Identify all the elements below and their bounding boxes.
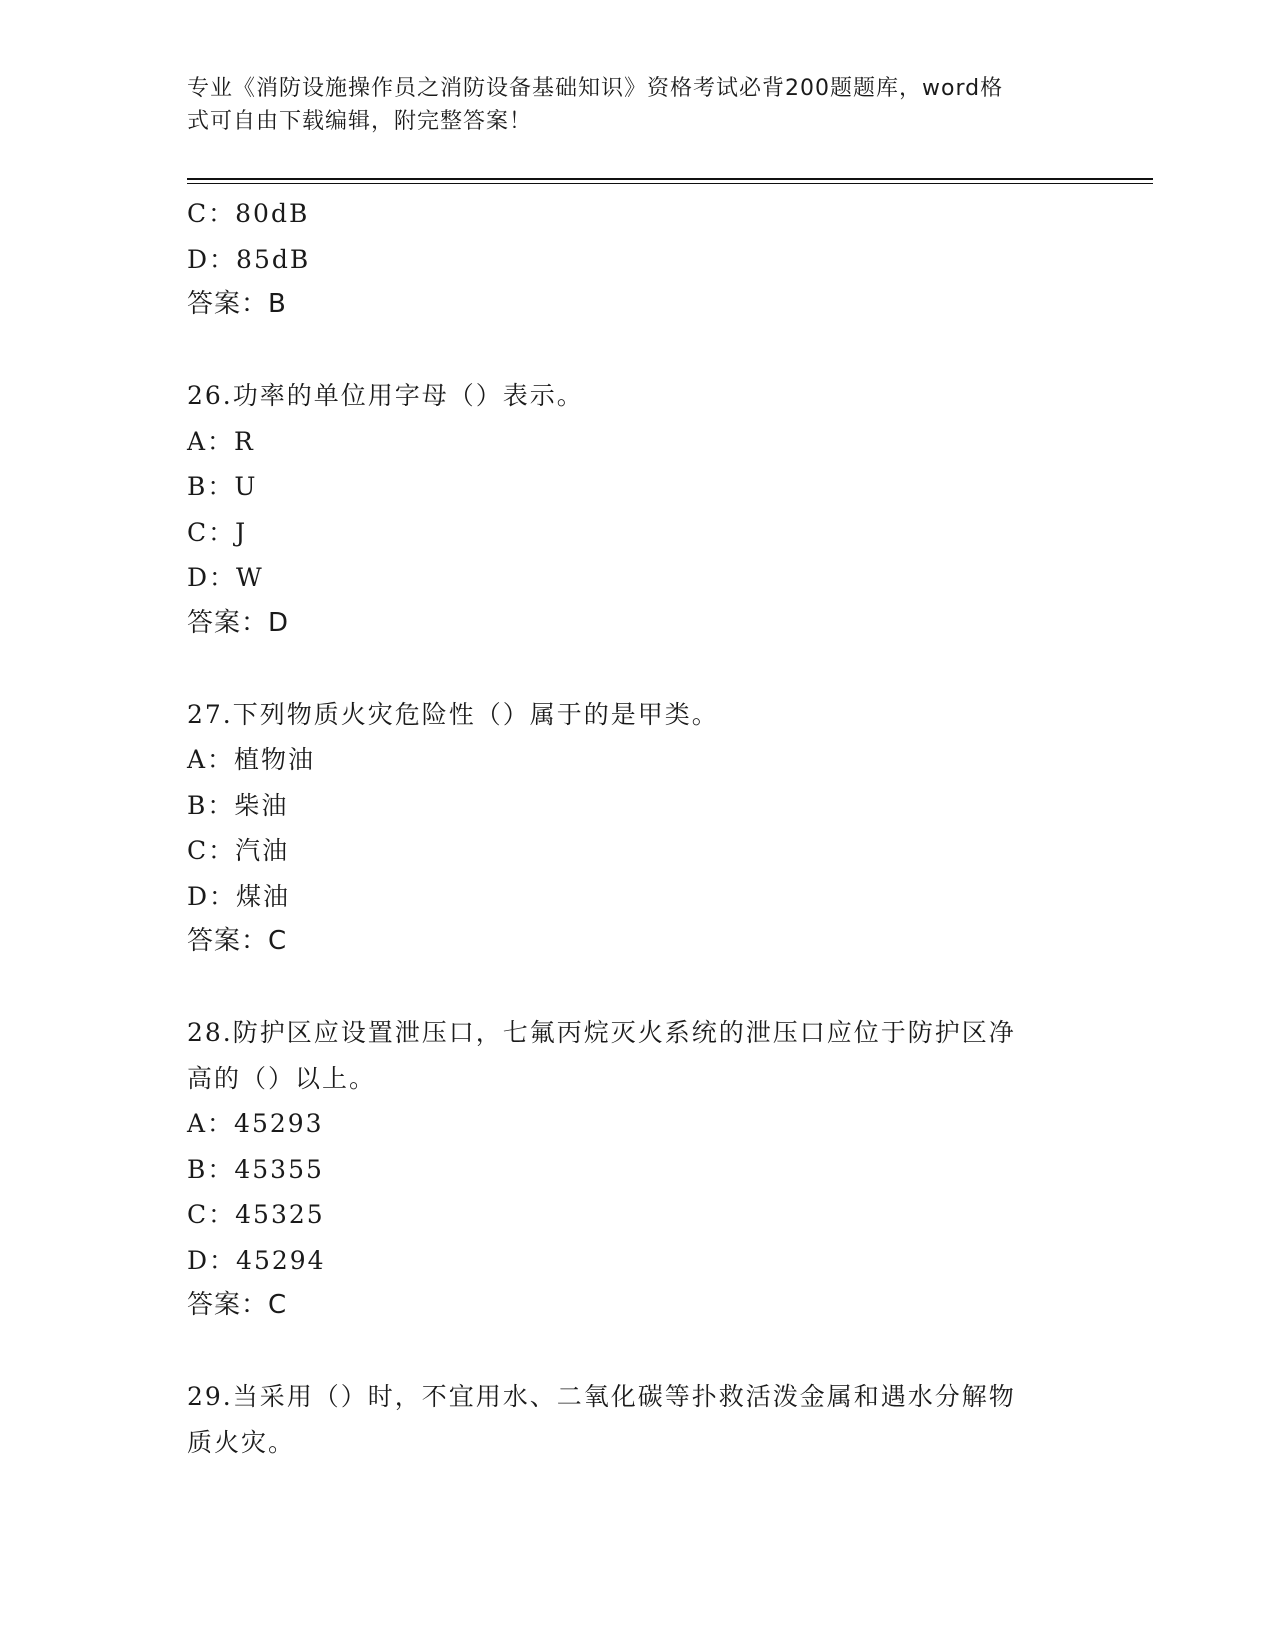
spacer	[187, 328, 1087, 374]
question-text-line-2: 质火灾。	[187, 1427, 296, 1457]
option-d: D：煤油	[187, 881, 291, 911]
spacer	[187, 965, 1087, 1011]
header-title-line-2: 式可自由下载编辑，附完整答案！	[187, 109, 533, 134]
answer: 答案：C	[187, 926, 288, 956]
option-b: B：45355	[187, 1154, 324, 1184]
question-27	[187, 692, 1087, 965]
header-divider-thick	[187, 178, 1153, 180]
answer: 答案：C	[187, 1290, 288, 1320]
question-29	[187, 1374, 1087, 1465]
option-c: C：45325	[187, 1200, 325, 1229]
option-d: D：85dB	[187, 244, 311, 274]
question-28	[187, 1010, 1087, 1329]
option-d: D：45294	[187, 1245, 326, 1275]
question-text-line-2: 高的（）以上。	[187, 1063, 377, 1093]
question-text: 27.下列物质火灾危险性（）属于的是甲类。	[187, 699, 719, 729]
answer: 答案：D	[187, 607, 290, 638]
header-divider-thin	[187, 183, 1153, 184]
question-list	[187, 191, 1087, 1465]
option-a: A：45293	[187, 1109, 324, 1138]
question-25-tail	[187, 191, 1087, 328]
option-a: A：R	[187, 426, 255, 456]
option-c: C：汽油	[187, 836, 290, 865]
answer: 答案：B	[187, 289, 287, 319]
question-text-line-1: 29.当采用（）时，不宜用水、二氧化碳等扑救活泼金属和遇水分解物	[187, 1382, 1016, 1411]
question-text-line-1: 28.防护区应设置泄压口，七氟丙烷灭火系统的泄压口应位于防护区净	[187, 1018, 1016, 1047]
document-header	[187, 72, 1057, 138]
option-d: D：W	[187, 563, 264, 592]
option-b: B：柴油	[187, 790, 289, 820]
header-title-line-1: 专业《消防设施操作员之消防设备基础知识》资格考试必背200题题库，word格	[187, 76, 1004, 101]
question-26	[187, 373, 1087, 646]
option-c: C：80dB	[187, 199, 310, 228]
spacer	[187, 1329, 1087, 1375]
option-c: C：J	[187, 517, 248, 547]
spacer	[187, 646, 1087, 692]
question-text: 26.功率的单位用字母（）表示。	[187, 381, 584, 410]
option-b: B：U	[187, 472, 258, 501]
option-a: A：植物油	[187, 745, 316, 774]
